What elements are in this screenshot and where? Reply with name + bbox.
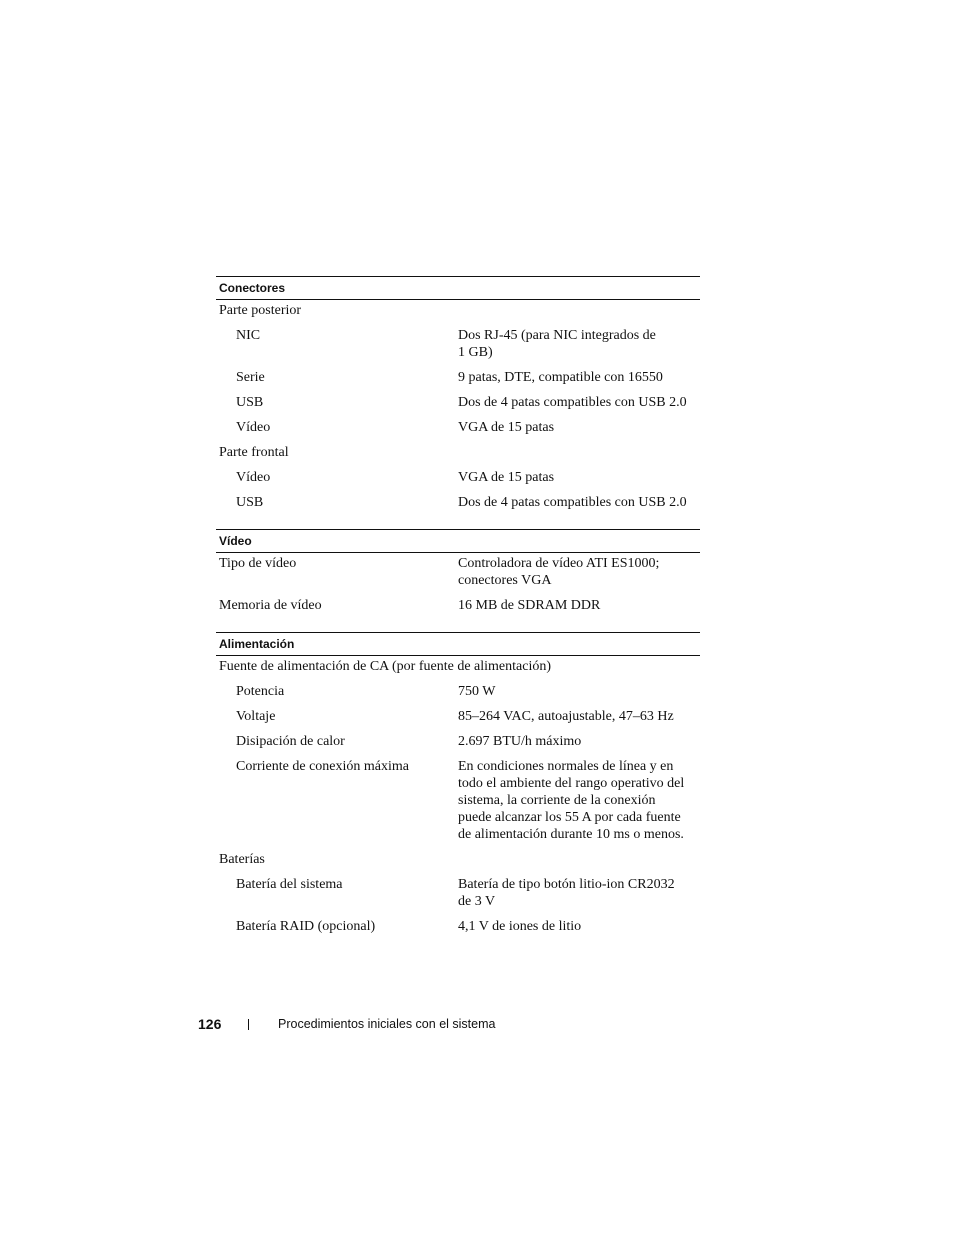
group-label: Baterías [219,852,265,867]
spec-row [216,589,700,614]
group-row [216,843,700,868]
spec-row [216,700,700,725]
spec-label: Serie [236,370,265,385]
spec-label: Voltaje [236,709,276,724]
spec-label: Vídeo [236,420,271,435]
spec-label: Corriente de conexión máxima [236,759,409,774]
spec-row [216,868,700,910]
spec-value: 9 patas, DTE, compatible con 16550 [458,370,663,385]
spec-label: NIC [236,328,261,343]
group-row [216,656,700,675]
spec-label: USB [236,395,264,410]
page-number: 126 [198,1016,222,1032]
section-conectores [216,276,700,511]
spec-value: 85–264 VAC, autoajustable, 47–63 Hz [458,709,674,724]
group-label: Fuente de alimentación de CA (por fuente de alimentación) [219,659,551,674]
spec-row [216,553,700,589]
group-label: Parte frontal [219,445,289,460]
group-label: Parte posterior [219,303,302,318]
spec-label: Memoria de vídeo [219,598,322,613]
section-video [216,529,700,614]
section-header: Conectores [216,276,700,300]
spec-value: Batería de tipo botón litio-ion CR2032 de 3 V [458,877,675,909]
section-body [216,656,700,935]
section-alimentacion [216,632,700,935]
spec-row [216,361,700,386]
section-body [216,553,700,614]
spec-value: Dos de 4 patas compatibles con USB 2.0 [458,495,687,510]
spec-label: USB [236,495,264,510]
spec-value: 4,1 V de iones de litio [458,919,582,934]
footer-separator [248,1019,249,1030]
spec-value: VGA de 15 patas [458,420,555,435]
section-header: Vídeo [216,529,700,553]
spec-label: Tipo de vídeo [219,556,297,571]
spec-value: 16 MB de SDRAM DDR [458,598,601,613]
footer-title: Procedimientos iniciales con el sistema [278,1017,496,1031]
spec-row [216,411,700,436]
spec-label: Batería RAID (opcional) [236,919,376,934]
spec-row [216,461,700,486]
spec-row [216,910,700,935]
section-header: Alimentación [216,632,700,656]
spec-row [216,725,700,750]
spec-table [216,276,700,935]
spec-value: 750 W [458,684,496,699]
section-body [216,300,700,511]
group-row [216,436,700,461]
spec-value: Controladora de vídeo ATI ES1000; conectores VGA [458,556,660,588]
spec-row [216,675,700,700]
spec-label: Vídeo [236,470,271,485]
spec-label: Disipación de calor [236,734,345,749]
spec-value: Dos RJ-45 (para NIC integrados de 1 GB) [458,328,656,360]
spec-value: Dos de 4 patas compatibles con USB 2.0 [458,395,687,410]
spec-value: 2.697 BTU/h máximo [458,734,582,749]
page-footer [198,1015,495,1033]
spec-value: VGA de 15 patas [458,470,555,485]
spec-row [216,319,700,361]
spec-row [216,386,700,411]
group-row [216,300,700,319]
spec-row [216,486,700,511]
spec-label: Batería del sistema [236,877,343,892]
spec-value: En condiciones normales de línea y en todo el ambiente del rango operativo del sistema, la corriente de la conexión puede alcanzar los 55 A por cada fuente de alimentación durante 10 ms o menos. [458,759,685,842]
spec-label: Potencia [236,684,285,699]
spec-row [216,750,700,843]
